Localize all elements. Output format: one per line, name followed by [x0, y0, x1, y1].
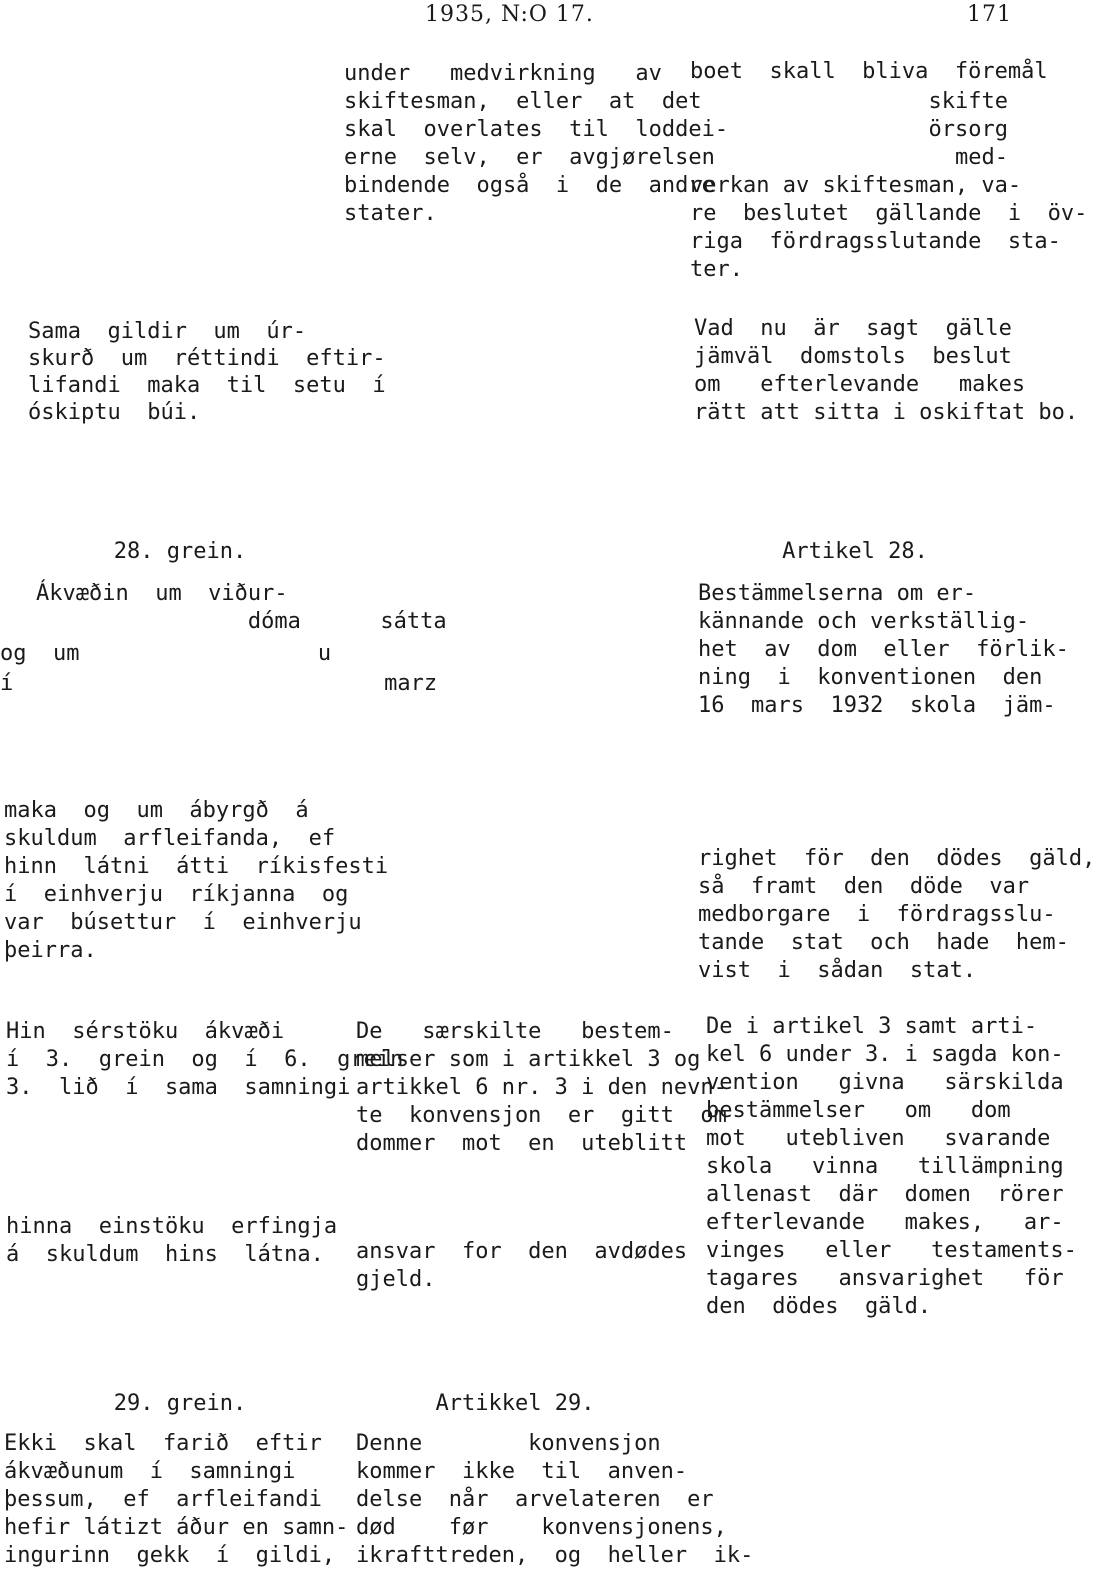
norwegian-heading-29: Artikkel 29.: [435, 1391, 595, 1416]
swedish-paragraph-1-rest: verkan av skiftesman, va- re beslutet gällande i öv- riga fördragsslutande sta- ter.: [690, 173, 1088, 282]
swedish-paragraph-1-line-1: boet skall bliva föremål: [690, 59, 1048, 84]
icelandic-paragraph-5: hinna einstöku erfingja á skuldum hins látna.: [6, 1214, 338, 1267]
icelandic-heading-28: 28. grein.: [113, 539, 247, 564]
norwegian-paragraph-4: Denne konvensjon kommer ikke til anven- delse når arvelateren er død før konvensjonens, ikrafttreden, og heller ik-: [356, 1431, 754, 1568]
icelandic-paragraph-4: Hin sérstöku ákvæði í 3. grein og í 6. grein 3. lið í sama samningi: [6, 1019, 404, 1100]
norwegian-paragraph-3: ansvar for den avdødes gjeld.: [356, 1239, 688, 1292]
swedish-paragraph-1-fragments: skifte örsorg med-: [928, 89, 1008, 170]
icelandic-paragraph-6: Ekki skal farið eftir ákvæðunum í samningi þessum, ef arfleifandi hefir látizt áður en samn- ingurinn gekk í gildi,: [4, 1431, 349, 1568]
swedish-paragraph-5: De i artikel 3 samt arti- kel 6 under 3. i sagda kon- vention givna särskilda bestämmelser om dom mot utebliven svarande skola vinna tillämpning allenast där domen rörer efterlevande makes, ar- vinges eller testaments- tagares ansvarighet för den dödes gäld.: [706, 1014, 1077, 1319]
icelandic-paragraph-2: Ákvæðin um viður- dóma sátta: [36, 581, 447, 634]
page-header-year-number: 1935, N:O 17.: [425, 2, 594, 27]
icelandic-heading-29: 29. grein.: [113, 1391, 247, 1416]
page-number: 171: [967, 2, 1012, 27]
icelandic-paragraph-3: maka og um ábyrgð á skuldum arfleifanda, ef hinn látni átti ríkisfesti í einhverju ríkjanna og var búsettur í einhverju þeirra.: [4, 798, 389, 963]
icelandic-paragraph-2-line-3: og um u: [0, 641, 332, 666]
norwegian-paragraph-2: De særskilte bestem- melser som i artikkel 3 og artikkel 6 nr. 3 i den nevn- te konvensjon er gitt om dommer mot en uteblitt: [356, 1019, 727, 1156]
icelandic-paragraph-1: Sama gildir um úr- skurð um réttindi eftir- lifandi maka til setu í óskiptu búi.: [28, 319, 386, 425]
swedish-heading-28: Artikel 28.: [782, 539, 928, 564]
icelandic-paragraph-2-line-4: í marz: [0, 671, 438, 696]
norwegian-paragraph-1: under medvirkning av skiftesman, eller at det skal overlates til loddei- erne selv, er avgjørelsen bindende også i de andre stater.: [344, 61, 729, 226]
swedish-paragraph-2: Vad nu är sagt gälle jämväl domstols beslut om efterlevande makes rätt att sitta i oskiftat bo.: [694, 316, 1079, 425]
swedish-paragraph-3: Bestämmelserna om er- kännande och verkställig- het av dom eller förlik- ning i konventionen den 16 mars 1932 skola jäm-: [698, 581, 1069, 718]
swedish-paragraph-4: righet för den dödes gäld, så framt den döde var medborgare i fördragsslu- tande stat och hade hem- vist i sådan stat.: [698, 846, 1095, 983]
